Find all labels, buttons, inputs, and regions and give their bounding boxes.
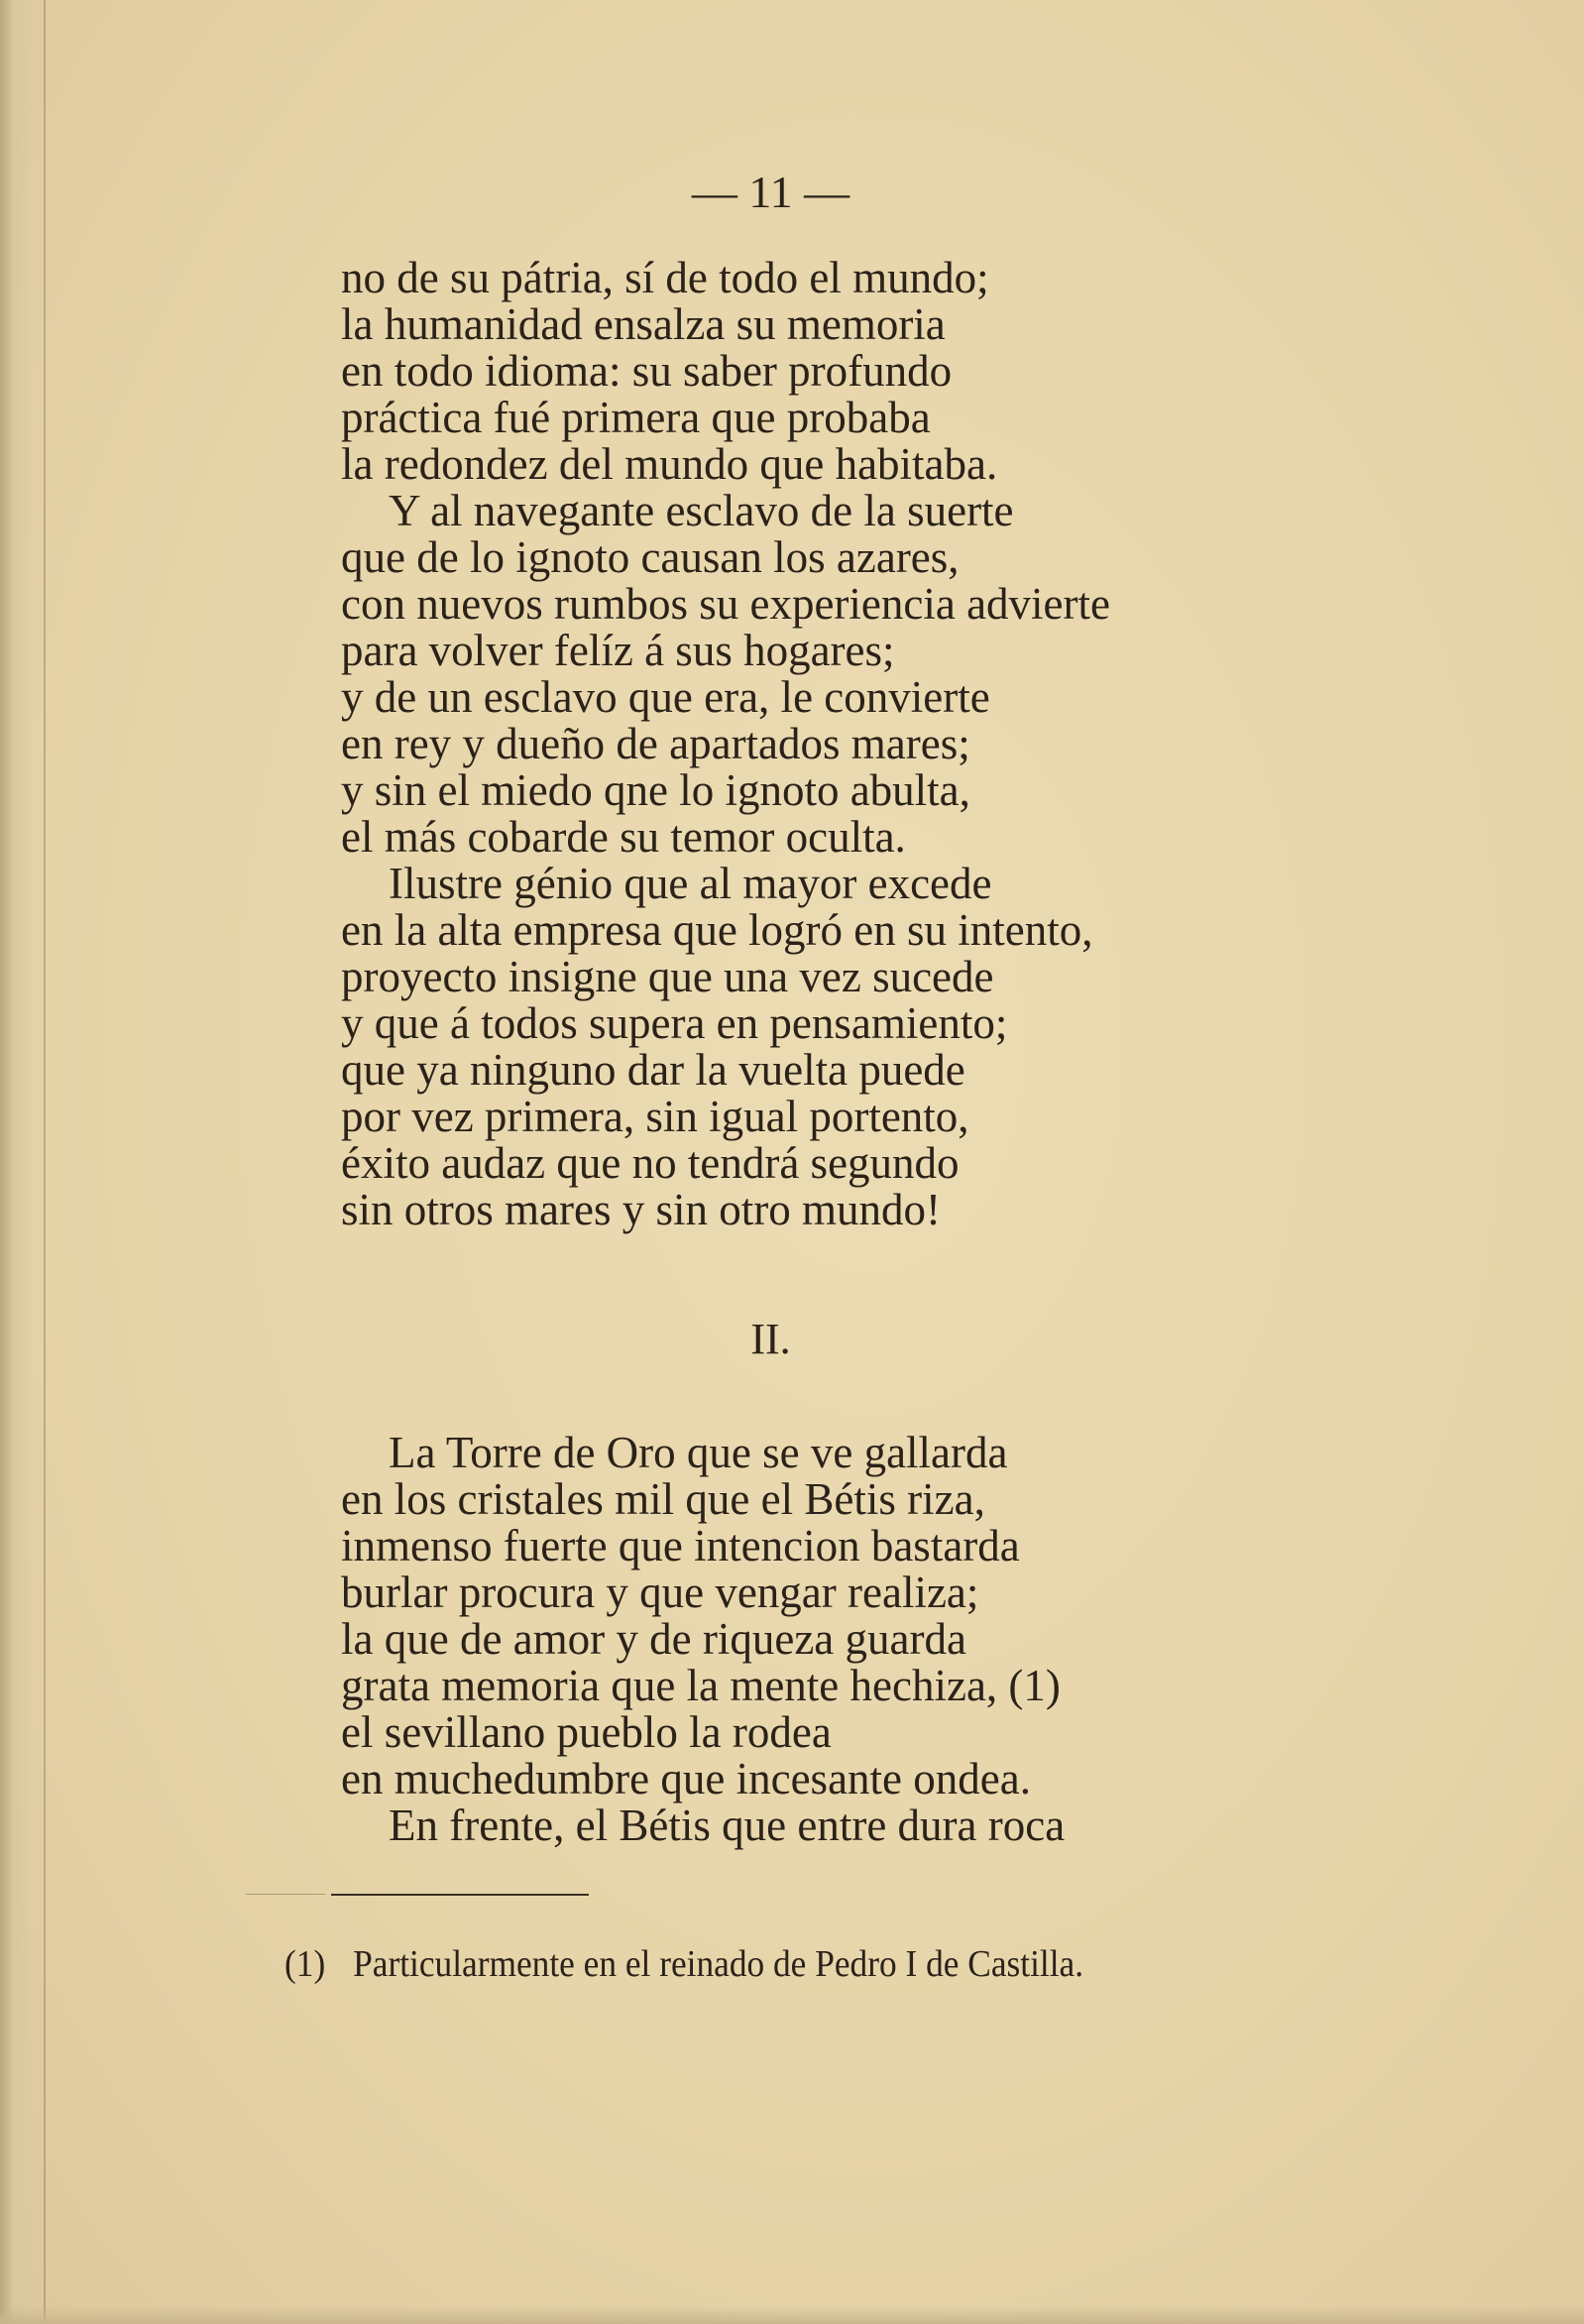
verse-line: y de un esclavo que era, le convierte xyxy=(341,672,990,722)
page-gutter-line xyxy=(44,0,46,2324)
verse-line: el más cobarde su temor oculta. xyxy=(341,812,906,862)
verse-line: la humanidad ensalza su memoria xyxy=(341,299,946,349)
verse-line: para volver felíz á sus hogares; xyxy=(341,626,895,675)
footnote-rule xyxy=(331,1894,589,1896)
footnote-rule-faint xyxy=(246,1894,325,1895)
verse-line: el sevillano pueblo la rodea xyxy=(341,1707,832,1757)
stanza-1 xyxy=(341,255,1110,1233)
verse-line: proyecto insigne que una vez sucede xyxy=(341,952,994,1001)
verse-line: que ya ninguno dar la vuelta puede xyxy=(341,1045,965,1095)
verse-line: éxito audaz que no tendrá segundo xyxy=(341,1138,960,1188)
verse-line: en rey y dueño de apartados mares; xyxy=(341,719,970,768)
verse-line: en los cristales mil que el Bétis riza, xyxy=(341,1474,985,1524)
verse-line: no de su pátria, sí de todo el mundo; xyxy=(341,253,989,302)
verse-line: en todo idioma: su saber profundo xyxy=(341,346,953,396)
section-heading: II. xyxy=(750,1315,791,1363)
stanza-2 xyxy=(341,1430,1065,1849)
page-number: — 11 — xyxy=(691,167,850,217)
verse-line: que de lo ignoto causan los azares, xyxy=(341,532,960,582)
footnote xyxy=(284,1941,1083,1987)
page-edge-shadow xyxy=(0,0,34,2324)
verse-line: Ilustre génio que al mayor excede xyxy=(389,859,992,908)
verse-line: la que de amor y de riqueza guarda xyxy=(341,1614,966,1664)
footnote-marker: (1) xyxy=(284,1943,326,1985)
verse-line: la redondez del mundo que habitaba. xyxy=(341,439,998,489)
verse-line: en muchedumbre que incesante ondea. xyxy=(341,1754,1031,1803)
verse-line: burlar procura y que vengar realiza; xyxy=(341,1568,979,1617)
verse-line: grata memoria que la mente hechiza, (1) xyxy=(341,1661,1061,1710)
verse-line: inmenso fuerte que intencion bastarda xyxy=(341,1521,1020,1570)
verse-line: Y al navegante esclavo de la suerte xyxy=(389,486,1014,535)
page-bottom-edge xyxy=(0,2306,1584,2324)
verse-line: En frente, el Bétis que entre dura roca xyxy=(389,1801,1066,1850)
verse-line: por vez primera, sin igual portento, xyxy=(341,1092,969,1141)
verse-line: práctica fué primera que probaba xyxy=(341,393,931,442)
verse-line: y que á todos supera en pensamiento; xyxy=(341,998,1008,1048)
verse-line: con nuevos rumbos su experiencia advierte xyxy=(341,579,1110,629)
verse-line: sin otros mares y sin otro mundo! xyxy=(341,1185,941,1234)
verse-line: La Torre de Oro que se ve gallarda xyxy=(389,1428,1008,1477)
footnote-text: Particularmente en el reinado de Pedro I de Castilla. xyxy=(353,1943,1084,1985)
verse-line: y sin el miedo qne lo ignoto abulta, xyxy=(341,765,970,815)
verse-line: en la alta empresa que logró en su intento, xyxy=(341,905,1093,955)
